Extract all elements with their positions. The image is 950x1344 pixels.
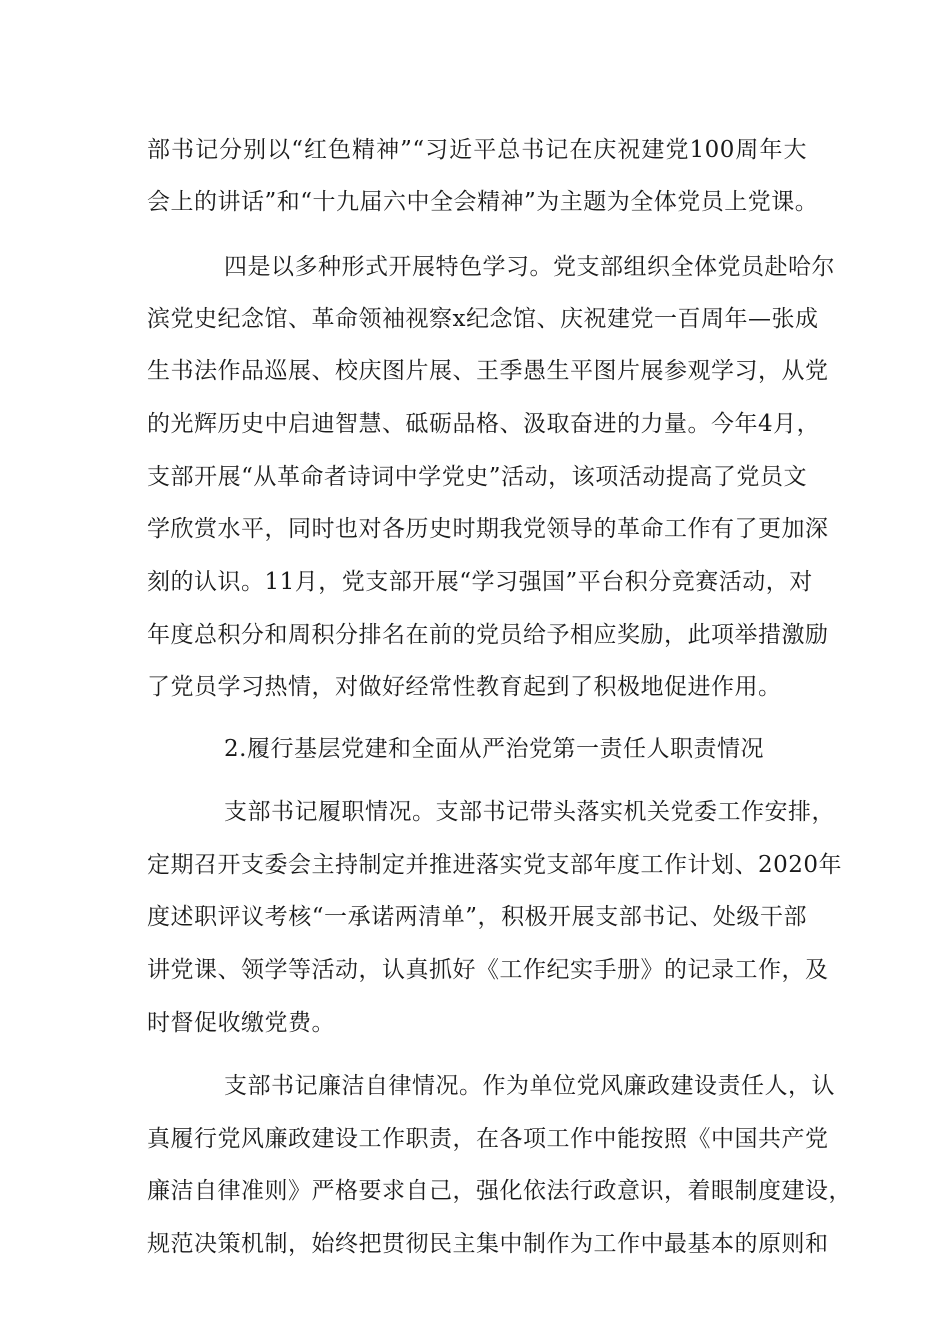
text-line: 廉洁自律准则》严格要求自己，强化依法行政意识，着眼制度建设， bbox=[147, 1178, 852, 1204]
text-line: 度述职评议考核“一承诺两清单”，积极开展支部书记、处级干部 bbox=[147, 904, 807, 930]
text-line: 时督促收缴党费。 bbox=[147, 1010, 335, 1036]
section-heading: 2.履行基层党建和全面从严治党第一责任人职责情况 bbox=[224, 736, 764, 762]
text-line: 生书法作品巡展、校庆图片展、王季愚生平图片展参观学习，从党 bbox=[147, 358, 829, 384]
text-line: 定期召开支委会主持制定并推进落实党支部年度工作计划、2020年 bbox=[147, 852, 843, 878]
text-line: 刻的认识。11月，党支部开展“学习强国”平台积分竞赛活动，对 bbox=[147, 569, 813, 595]
text-line: 会上的讲话”和“十九届六中全会精神”为主题为全体党员上党课。 bbox=[147, 189, 819, 215]
text-line: 讲党课、领学等活动，认真抓好《工作纪实手册》的记录工作，及 bbox=[147, 957, 829, 983]
text-line: 了党员学习热情，对做好经常性教育起到了积极地促进作用。 bbox=[147, 674, 782, 700]
text-line: 学欣赏水平，同时也对各历史时期我党领导的革命工作有了更加深 bbox=[147, 516, 829, 542]
text-line: 规范决策机制，始终把贯彻民主集中制作为工作中最基本的原则和 bbox=[147, 1231, 829, 1257]
text-line: 支部开展“从革命者诗词中学党史”活动，该项活动提高了党员文 bbox=[147, 464, 807, 490]
text-line: 的光辉历史中启迪智慧、砥砺品格、汲取奋进的力量。今年4月， bbox=[147, 411, 821, 437]
text-line: 部书记分别以“红色精神”“习近平总书记在庆祝建党100周年大 bbox=[147, 137, 807, 163]
paragraph-first-line: 四是以多种形式开展特色学习。党支部组织全体党员赴哈尔 bbox=[224, 254, 835, 280]
text-line: 年度总积分和周积分排名在前的党员给予相应奖励，此项举措激励 bbox=[147, 622, 829, 648]
text-line: 滨党史纪念馆、革命领袖视察x纪念馆、庆祝建党一百周年—张成 bbox=[147, 306, 819, 332]
paragraph-first-line: 支部书记廉洁自律情况。作为单位党风廉政建设责任人，认 bbox=[224, 1073, 835, 1099]
text-line: 真履行党风廉政建设工作职责，在各项工作中能按照《中国共产党 bbox=[147, 1126, 829, 1152]
paragraph-first-line: 支部书记履职情况。支部书记带头落实机关党委工作安排， bbox=[224, 799, 835, 825]
